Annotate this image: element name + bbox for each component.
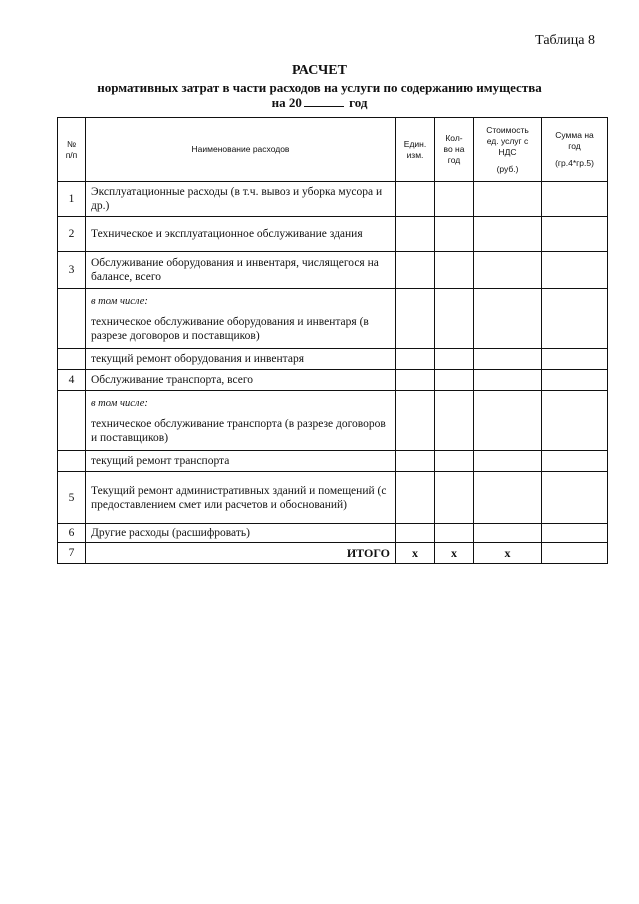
table-row xyxy=(58,217,608,252)
year-suffix: год xyxy=(349,95,368,110)
cell-cost xyxy=(474,370,542,391)
cell-cost xyxy=(474,391,542,451)
cell-unit xyxy=(396,451,435,472)
table-row xyxy=(58,252,608,289)
cell-cost xyxy=(474,349,542,370)
cell-unit xyxy=(396,391,435,451)
cell-cost xyxy=(474,451,542,472)
cell-sum xyxy=(542,451,608,472)
cell-sum xyxy=(542,524,608,543)
row-name: текущий ремонт транспорта xyxy=(86,451,396,472)
cell-unit xyxy=(396,182,435,217)
row-number: 6 xyxy=(58,524,86,543)
col-header-num: № п/п xyxy=(58,118,86,182)
row-name: Текущий ремонт административных зданий и помещений (с предоставлением смет или расчетов и обоснований) xyxy=(86,472,396,524)
table-row xyxy=(58,182,608,217)
col-header-cost: Стоимость ед. услуг с НДС (руб.) xyxy=(474,118,542,182)
cell-sum xyxy=(542,252,608,289)
total-cost: х xyxy=(474,543,542,564)
cell-unit xyxy=(396,217,435,252)
cell-qty xyxy=(435,370,474,391)
row-number: 5 xyxy=(58,472,86,524)
cell-cost xyxy=(474,472,542,524)
row-name: текущий ремонт оборудования и инвентаря xyxy=(86,349,396,370)
year-blank xyxy=(304,95,344,107)
cell-unit xyxy=(396,349,435,370)
cell-sum xyxy=(542,217,608,252)
cell-qty xyxy=(435,451,474,472)
table-row xyxy=(58,524,608,543)
table-row xyxy=(58,349,608,370)
cell-sum xyxy=(542,182,608,217)
year-prefix: на 20 xyxy=(271,95,302,110)
row-number: 7 xyxy=(58,543,86,564)
row-name: техническое обслуживание оборудования и инвентаря (в разрезе договоров и поставщиков) xyxy=(91,315,369,342)
table-row xyxy=(58,370,608,391)
cell-unit xyxy=(396,472,435,524)
cell-cost xyxy=(474,524,542,543)
cell-cost xyxy=(474,217,542,252)
subitem-label: в том числе: xyxy=(91,295,148,307)
row-name: техническое обслуживание транспорта (в разрезе договоров и поставщиков) xyxy=(91,417,386,444)
cell-qty xyxy=(435,349,474,370)
year-line xyxy=(0,95,639,110)
total-label: ИТОГО xyxy=(86,543,396,564)
document-title: РАСЧЕТ xyxy=(292,63,347,78)
table-row xyxy=(58,451,608,472)
row-number xyxy=(58,349,86,370)
table-row xyxy=(58,391,608,451)
cell-cost xyxy=(474,182,542,217)
row-number: 3 xyxy=(58,252,86,289)
cell-qty xyxy=(435,524,474,543)
col-header-sum: Сумма на год (гр.4*гр.5) xyxy=(542,118,608,182)
row-name-detail xyxy=(86,289,396,349)
cell-unit xyxy=(396,524,435,543)
cell-qty xyxy=(435,252,474,289)
row-number xyxy=(58,289,86,349)
row-name: Обслуживание оборудования и инвентаря, числящегося на балансе, всего xyxy=(86,252,396,289)
table-row xyxy=(58,472,608,524)
cell-cost xyxy=(474,289,542,349)
total-qty: х xyxy=(435,543,474,564)
row-number xyxy=(58,451,86,472)
cell-unit xyxy=(396,252,435,289)
table-number: Таблица 8 xyxy=(535,33,595,48)
table-row xyxy=(58,289,608,349)
total-sum xyxy=(542,543,608,564)
cell-qty xyxy=(435,289,474,349)
cell-qty xyxy=(435,182,474,217)
row-name: Техническое и эксплуатационное обслуживание здания xyxy=(86,217,396,252)
col-header-unit: Един. изм. xyxy=(396,118,435,182)
col-header-name: Наименование расходов xyxy=(86,118,396,182)
row-number xyxy=(58,391,86,451)
header-row xyxy=(58,118,608,182)
row-number: 4 xyxy=(58,370,86,391)
cell-qty xyxy=(435,391,474,451)
cell-sum xyxy=(542,391,608,451)
subitem-label: в том числе: xyxy=(91,397,148,409)
cell-sum xyxy=(542,349,608,370)
row-number: 1 xyxy=(58,182,86,217)
col-header-qty: Кол- во на год xyxy=(435,118,474,182)
cell-sum xyxy=(542,472,608,524)
cell-cost xyxy=(474,252,542,289)
cell-unit xyxy=(396,289,435,349)
row-number: 2 xyxy=(58,217,86,252)
cell-sum xyxy=(542,289,608,349)
row-name: Эксплуатационные расходы (в т.ч. вывоз и уборка мусора и др.) xyxy=(86,182,396,217)
row-name: Другие расходы (расшифровать) xyxy=(86,524,396,543)
cell-sum xyxy=(542,370,608,391)
cell-unit xyxy=(396,370,435,391)
row-name: Обслуживание транспорта, всего xyxy=(86,370,396,391)
document-subtitle: нормативных затрат в части расходов на услуги по содержанию имущества xyxy=(97,80,542,95)
expense-table xyxy=(57,117,608,564)
cell-qty xyxy=(435,472,474,524)
total-unit: х xyxy=(396,543,435,564)
row-name-detail xyxy=(86,391,396,451)
cell-qty xyxy=(435,217,474,252)
total-row xyxy=(58,543,608,564)
